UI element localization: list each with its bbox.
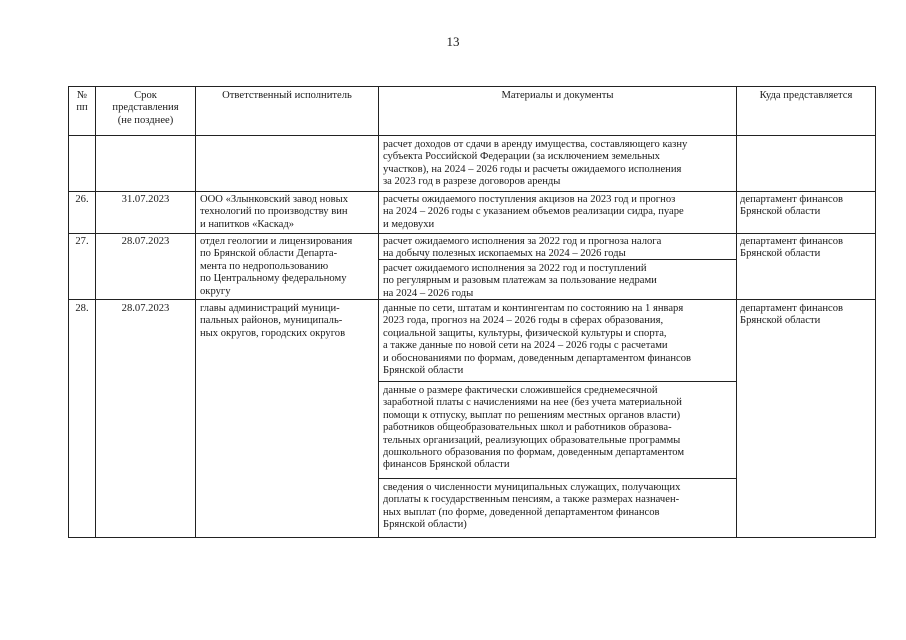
page-number: 13	[446, 34, 460, 49]
column-divider	[736, 86, 737, 538]
table-top-border	[68, 86, 876, 87]
row-26-materials: расчеты ожидаемого поступления акцизов на 2023 год и прогноз на 2024 – 2026 годы с указанием объемов реализации сидра, пуаре и медовухи	[383, 194, 684, 230]
row-separator	[68, 233, 876, 234]
row-28-materials-3: сведения о численности муниципальных служащих, получающих доплаты к государственным пенсиям, а также размерах назначен- ных выплат (по форме, доведенной департаментом финансов Брянской области)	[383, 482, 681, 531]
row-28-deadline: 28.07.2023	[121, 303, 170, 314]
header-bottom-border	[68, 135, 876, 136]
row-28-destination: департамент финансов Брянской области	[740, 303, 844, 327]
header-materials: Материалы и документы	[501, 90, 614, 101]
row-26-deadline: 31.07.2023	[121, 194, 170, 205]
row-separator	[68, 191, 876, 192]
row-26-num: 26.	[75, 194, 89, 205]
row-28-materials-1: данные по сети, штатам и контингентам по состоянию на 1 января 2023 года, прогноз на 2024 – 2026 годы в сферах образования, социальной защиты, культуры, физической культуры и спорта, а также данные по новой сети на 2024 – 2026 годы с расчетами и обоснованиями по формам, доведенным департаментом финансов Брянской области	[383, 303, 692, 377]
row-26-executor: ООО «Злынковский завод новых технологий по производству вин и напитков «Каскад»	[200, 194, 349, 230]
row-28-executor: главы администраций муници- пальных районов, муниципаль- ных округов, городских округов	[200, 303, 346, 339]
header-destination: Куда представляется	[759, 90, 853, 101]
column-divider	[195, 86, 196, 538]
header-executor: Ответственный исполнитель	[222, 90, 352, 101]
table-right-border	[875, 86, 876, 538]
materials-separator	[378, 478, 736, 479]
row-27-materials-1: расчет ожидаемого исполнения за 2022 год и прогноза налога на добычу полезных ископаемых на 2024 – 2026 годы	[383, 236, 662, 260]
row-27-deadline: 28.07.2023	[121, 236, 170, 247]
row-27-num: 27.	[75, 236, 89, 247]
table-bottom-border	[68, 537, 876, 538]
row-27-destination: департамент финансов Брянской области	[740, 236, 844, 260]
materials-separator	[378, 381, 736, 382]
row-28-materials-2: данные о размере фактически сложившейся среднемесячной заработной платы с начислениями на нее (без учета материальной помощи к отпуску, выплат по решениям местных органов власти) работников общеобразовательных школ и работников образова- тельных организаций, реализующих образовательные программы дошкольного образования по формам, доведенным департаментом финансов Брянской области	[383, 385, 685, 471]
row-26-destination: департамент финансов Брянской области	[740, 194, 844, 218]
continuation-materials: расчет доходов от сдачи в аренду имущества, составляющего казну субъекта Российской Федерации (за исключением земельных участков), на 2024 – 2026 годы и расчеты ожидаемого исполнения за 2023 год в разрезе договоров аренды	[383, 139, 688, 188]
row-28-num: 28.	[75, 303, 89, 314]
row-27-materials-2: расчет ожидаемого исполнения за 2022 год и поступлений по регулярным и разовым платежам за пользование недрами на 2024 – 2026 годы	[383, 263, 657, 299]
header-deadline: Срок представления (не позднее)	[112, 90, 179, 126]
column-divider	[378, 86, 379, 538]
header-num: № пп	[76, 90, 88, 114]
row-27-executor: отдел геологии и лицензирования по Брянской области Департа- мента по недропользованию по Центральному федеральному округу	[200, 236, 353, 297]
